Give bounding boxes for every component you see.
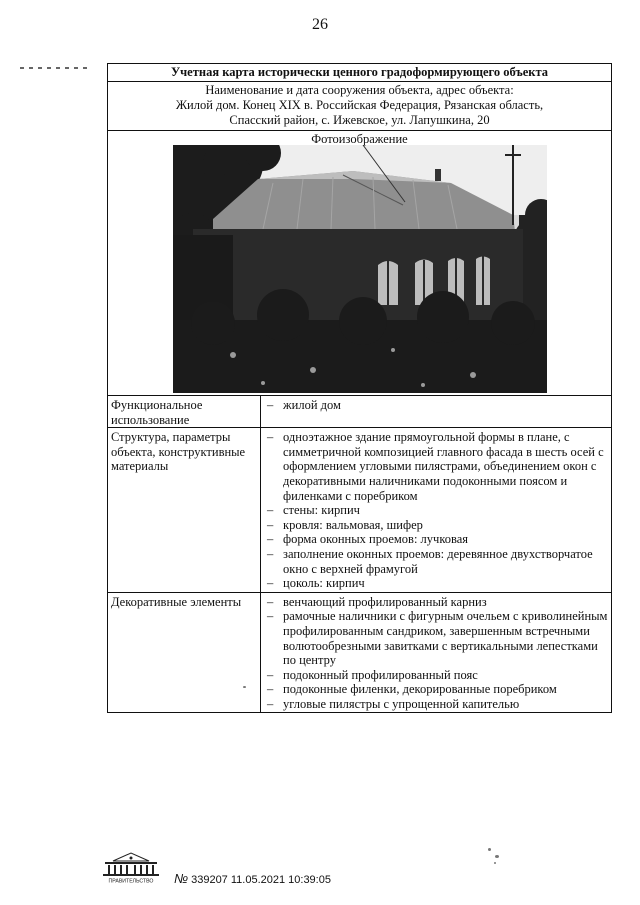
list-item: – подоконный профилированный пояс bbox=[263, 668, 609, 683]
decor-label: Декоративные элементы bbox=[108, 592, 261, 713]
list-item: – рамочные наличники с фигурным очельем с криволинейным профилированным сандриком, завершенным встречными волютообрезными завитками с вертикальными лепестками по центру bbox=[263, 609, 609, 667]
list-item: – кровля: вальмовая, шифер bbox=[263, 518, 609, 533]
list-item: – венчающий профилированный карниз bbox=[263, 595, 609, 610]
list-item: – заполнение оконных проемов: деревянное двухстворчатое окно с верхней фрамугой bbox=[263, 547, 609, 576]
list-item: – стены: кирпич bbox=[263, 503, 609, 518]
document-stamp bbox=[174, 871, 331, 886]
scan-speck bbox=[243, 686, 246, 688]
government-logo bbox=[99, 852, 163, 884]
object-address-line-1: Жилой дом. Конец XIX в. Российская Федерация, Рязанская область, bbox=[175, 98, 544, 112]
list-item: – подоконные филенки, декорированные поребриком bbox=[263, 682, 609, 697]
decor-values bbox=[261, 592, 612, 713]
scan-speck bbox=[495, 855, 499, 858]
svg-text:ПРАВИТЕЛЬСТВО: ПРАВИТЕЛЬСТВО bbox=[108, 878, 154, 884]
photo-label: Фотоизображение bbox=[311, 132, 408, 146]
list-item: – жилой дом bbox=[263, 398, 609, 413]
object-address-line-2: Спасский район, с. Ижевское, ул. Лапушкина, 20 bbox=[229, 113, 490, 127]
page-number: 26 bbox=[312, 16, 328, 33]
structure-label: Структура, параметры объекта, конструктивные материалы bbox=[108, 428, 261, 593]
list-item: – форма оконных проемов: лучковая bbox=[263, 532, 609, 547]
list-item: – одноэтажное здание прямоугольной формы в плане, с симметричной композицией главного фасада в шесть осей с оформлением угловыми пилястрами, объединением окон с декоративными наличниками подоконными поясом и филенками с поребриком bbox=[263, 430, 609, 503]
registration-card-table bbox=[107, 63, 612, 713]
margin-dash-mark bbox=[20, 67, 90, 69]
number-symbol: № bbox=[174, 871, 189, 886]
structure-values bbox=[261, 428, 612, 593]
scan-speck bbox=[488, 848, 491, 851]
document-info: 339207 11.05.2021 10:39:05 bbox=[191, 874, 331, 886]
function-values bbox=[261, 396, 612, 428]
house-photo bbox=[173, 145, 547, 393]
object-address-block bbox=[108, 82, 612, 131]
list-item: – угловые пилястры с упрощенной капителью bbox=[263, 697, 609, 712]
scan-speck bbox=[494, 862, 496, 864]
function-label: Функциональное использование bbox=[108, 396, 261, 428]
list-item: – цоколь: кирпич bbox=[263, 576, 609, 591]
object-name-label: Наименование и дата сооружения объекта, адрес объекта: bbox=[205, 83, 514, 97]
card-title: Учетная карта исторически ценного градоформирующего объекта bbox=[108, 64, 612, 82]
photo-cell bbox=[108, 131, 612, 396]
